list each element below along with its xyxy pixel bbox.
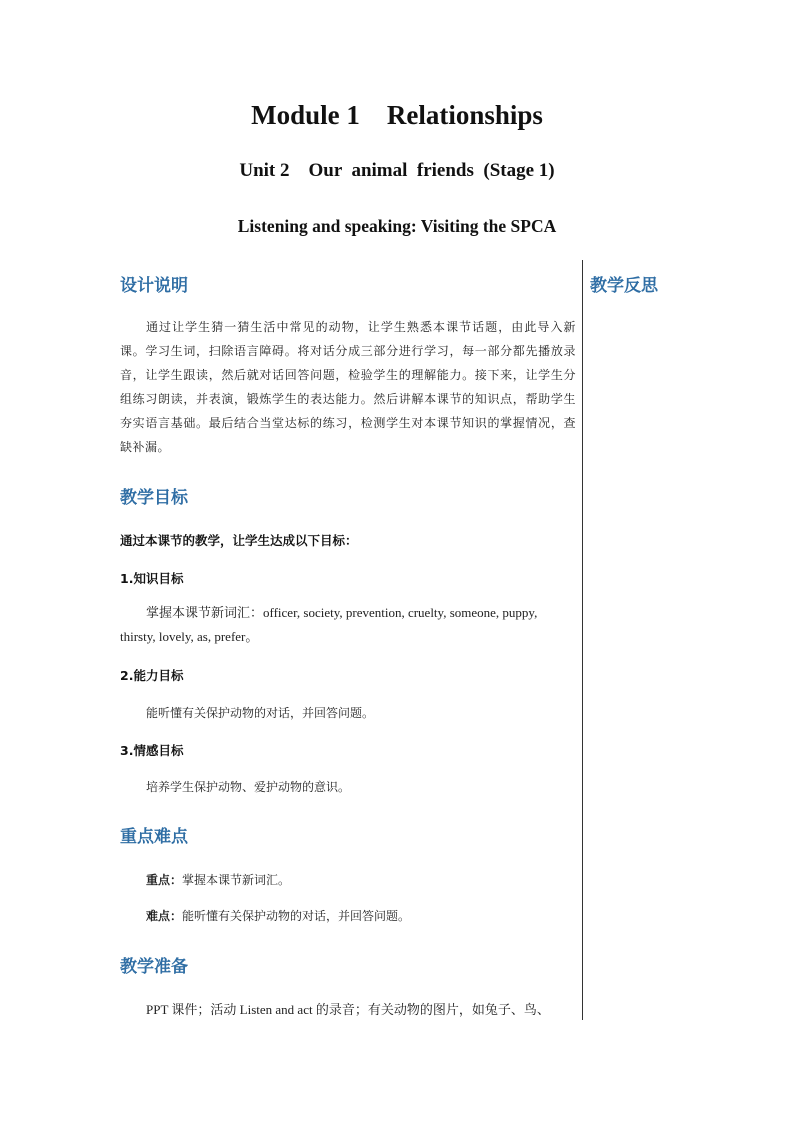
difficult-point bbox=[146, 904, 410, 928]
lesson-title: Listening and speaking: Visiting the SPCA bbox=[237, 216, 557, 236]
difficult-text: 能听懂有关保护动物的对话，并回答问题。 bbox=[182, 909, 411, 923]
module-title: Module 1 Relationships bbox=[251, 100, 543, 130]
ability-title: 2.能力目标 bbox=[120, 668, 184, 683]
design-paragraph: 通过让学生猜一猜生活中常见的动物，让学生熟悉本课节话题，由此导入新课。学习生词，扫除语言障碍。将对话分成三部分进行学习，每一部分都先播放录音，让学生跟读，然后就对话回答问题，检验学生的理解能力。接下来，让学生分组练习朗读，并表演，锻炼学生的表达能力。然后讲解本课节的知识点，帮助学生夯实语言基础。最后结合当堂达标的练习，检测学生对本课节知识的掌握情况，查缺补漏。 bbox=[120, 320, 576, 454]
objectives-intro: 通过本课节的教学，让学生达成以下目标： bbox=[120, 533, 358, 548]
key-label: 重点： bbox=[146, 873, 183, 887]
difficult-label: 难点： bbox=[146, 909, 183, 923]
emotion-title: 3.情感目标 bbox=[120, 743, 184, 758]
preparation-text: PPT 课件；活动 Listen and act 的录音；有关动物的图片，如兔子、鸟、 bbox=[146, 1002, 550, 1017]
preparation-heading: 教学准备 bbox=[120, 957, 188, 977]
keypoints-heading: 重点难点 bbox=[120, 827, 188, 847]
key-point bbox=[146, 868, 290, 892]
knowledge-line-1: 掌握本课节新词汇：officer, society, prevention, cruelty, someone, puppy, bbox=[146, 605, 538, 620]
column-divider bbox=[582, 260, 583, 1020]
ability-text: 能听懂有关保护动物的对话，并回答问题。 bbox=[146, 706, 375, 720]
knowledge-title: 1.知识目标 bbox=[120, 571, 184, 586]
reflection-heading: 教学反思 bbox=[590, 276, 658, 296]
objectives-heading: 教学目标 bbox=[120, 488, 188, 508]
unit-title: Unit 2 Our animal friends (Stage 1) bbox=[239, 160, 555, 181]
emotion-text: 培养学生保护动物、爱护动物的意识。 bbox=[146, 780, 351, 794]
knowledge-line-2: thirsty, lovely, as, prefer。 bbox=[120, 629, 259, 644]
design-heading: 设计说明 bbox=[120, 276, 188, 296]
key-text: 掌握本课节新词汇。 bbox=[182, 873, 291, 887]
